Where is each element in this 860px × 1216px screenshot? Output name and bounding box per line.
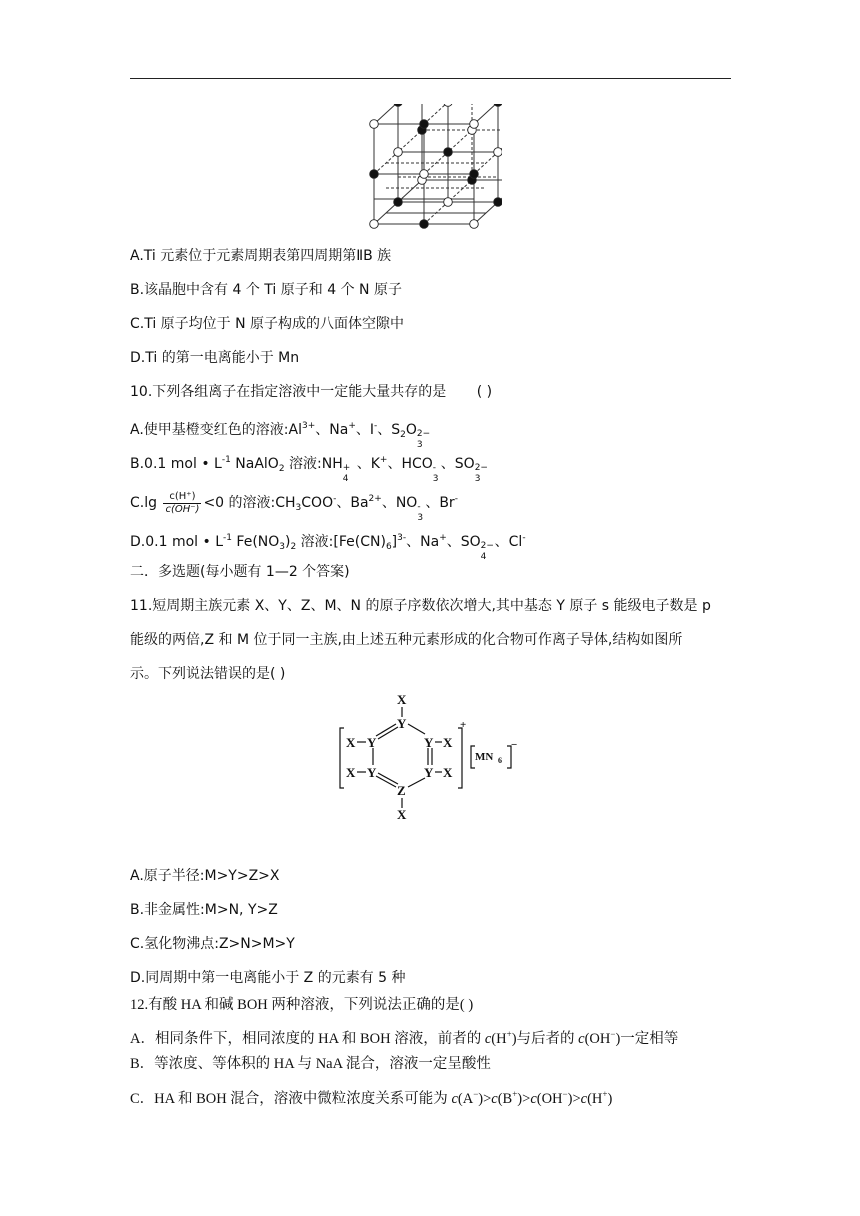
atom-filled	[494, 104, 502, 106]
q12c-b: (B	[497, 1091, 513, 1107]
q10c-coo: COO	[301, 495, 334, 511]
q10d-label: D.0.1 mol • L	[130, 534, 223, 550]
q11-line2: 能级的两倍,Z 和 M 位于同一主族,由上述五种元素形成的化合物可作离子导体,结构如图所	[130, 632, 683, 648]
header-rule	[130, 78, 731, 79]
q10c-label: C.lg	[130, 495, 162, 511]
atom-filled	[444, 148, 453, 157]
q10b-label: B.0.1 mol • L	[130, 456, 222, 472]
q10c-ch3-sub: 3	[295, 503, 302, 513]
q10d-ion2: 、Na	[406, 534, 440, 550]
q10d-ion3-sub: 4	[480, 552, 487, 562]
struct-anion-sub: 6	[498, 756, 502, 765]
q12c-text1: C．HA 和 BOH 混合，溶液中微粒浓度关系可能为	[130, 1091, 452, 1107]
q10-stem	[130, 382, 492, 402]
struct-anion: MN	[475, 751, 494, 763]
q11-line3: 示。下列说法错误的是( )	[130, 666, 286, 682]
struct-top-y: Y	[397, 716, 407, 731]
q12a-oh-charge: −	[610, 1029, 616, 1039]
q10-stem-text: 10.下列各组离子在指定溶液中一定能大量共存的是	[130, 384, 447, 400]
struct-bottom-x: X	[397, 807, 407, 822]
atom-filled	[370, 170, 379, 179]
q11-option-a: A.原子半径:M>Y>Z>X	[130, 868, 280, 884]
q12c-c1: c	[451, 1091, 458, 1107]
q11-option-d: D.同周期中第一电离能小于 Z 的元素有 5 种	[130, 970, 406, 986]
q12c-a: (A	[457, 1091, 474, 1107]
struct-left-x1: X	[346, 735, 356, 750]
q10b-ion4-sub: 3	[474, 474, 481, 484]
q10a-ion1-charge: 3+	[301, 421, 316, 431]
q10a-ion4-charge: 2−	[416, 429, 431, 439]
q12c-c4: c	[580, 1091, 588, 1107]
atom-filled	[394, 104, 403, 106]
q10-option-a	[130, 416, 431, 450]
atom-open	[444, 198, 453, 207]
q10-option-b	[130, 450, 489, 484]
q10-answer-paren: ( )	[476, 384, 493, 400]
q10d-text: 溶液:[Fe(CN)	[296, 534, 386, 550]
atom-open	[444, 104, 453, 106]
atom-filled	[420, 220, 429, 229]
q10a-ion3: 、I	[355, 422, 374, 438]
atom-open	[494, 148, 502, 157]
q10a-ion4-s: 、S	[377, 422, 401, 438]
atom-open	[394, 148, 403, 157]
q10b-compound: NaAlO	[230, 456, 279, 472]
q12c-c3: c	[530, 1091, 537, 1107]
q10c-ion2: 、Ba	[336, 495, 369, 511]
q12c-gt2: )>	[517, 1091, 531, 1107]
q10b-ion3: 、HCO	[387, 456, 433, 472]
q12a-text2: )与后者的	[511, 1031, 579, 1047]
q10a-ion4-sub1: 2	[400, 430, 406, 440]
struct-cation-charge: +	[460, 719, 467, 731]
struct-right-x1: X	[443, 735, 453, 750]
q10b-ion4-charge: 2−	[474, 463, 488, 473]
atom-open	[370, 120, 379, 129]
q10b-ion2-charge: +	[379, 455, 388, 465]
q10a-ion2: 、Na	[315, 422, 349, 438]
q10a-ion1: Al	[288, 422, 302, 438]
struct-right-x2: X	[443, 765, 453, 780]
q10c-ion4-charge: -	[454, 494, 458, 504]
q10c-ion3-charge: -	[417, 502, 421, 512]
q10c-fraction	[163, 491, 201, 516]
q10a-ion3-charge: -	[374, 421, 378, 431]
q9-option-a: A.Ti 元素位于元素周期表第四周期第ⅡB 族	[130, 248, 392, 264]
q10c-acetate-charge: -	[333, 494, 337, 504]
q12-option-a	[130, 1024, 678, 1049]
q10b-text: 溶液:	[284, 456, 322, 472]
q12c-b-charge: +	[512, 1089, 518, 1099]
q10b-ion3-sub: 3	[432, 474, 439, 484]
q10b-unit-exp: -1	[221, 455, 231, 465]
struct-bottom-z: Z	[397, 783, 406, 798]
q12a-h: (H	[491, 1031, 507, 1047]
q10d-unit-exp: -1	[223, 533, 232, 543]
q11-option-b: B.非金属性:M>N, Y>Z	[130, 902, 278, 918]
q10d-bracket: ]	[391, 534, 398, 550]
q12-option-c	[130, 1084, 612, 1109]
struct-left-y2: Y	[367, 765, 377, 780]
q12-option-b: B．等浓度、等体积的 HA 与 NaA 混合，溶液一定呈酸性	[130, 1056, 491, 1072]
q12c-h-charge: +	[602, 1089, 608, 1099]
q10b-ion1-sub: 4	[342, 474, 349, 484]
q10c-text: <0 的溶液:CH	[203, 495, 296, 511]
q10d-compound-close: )	[285, 534, 291, 550]
q12a-c2: c	[578, 1031, 585, 1047]
q12a-text1: A．相同条件下，相同浓度的 HA 和 BOH 溶液，前者的	[130, 1031, 485, 1047]
atom-open	[470, 120, 479, 129]
q10d-ion4: 、Cl	[494, 534, 523, 550]
q10d-ion3: 、SO	[446, 534, 481, 550]
atom-filled	[420, 120, 429, 129]
q12c-oh: (OH	[536, 1091, 563, 1107]
atom-filled	[494, 198, 502, 207]
q10b-ion1-charge: +	[342, 463, 351, 473]
q10-option-d	[130, 528, 526, 562]
q10d-cn-sub: 6	[385, 542, 392, 552]
q10c-ion4: 、Br	[425, 495, 455, 511]
q10-option-c	[130, 484, 458, 523]
struct-left-y1: Y	[367, 735, 377, 750]
q10c-ion3-sub: 3	[417, 513, 424, 523]
q10c-fraction-numerator: c(H⁺)	[163, 491, 201, 504]
q11-line1: 11.短周期主族元素 X、Y、Z、M、N 的原子序数依次增大,其中基态 Y 原子 s 能级电子数是 p	[130, 598, 711, 614]
q10d-ion2-charge: +	[439, 533, 447, 543]
q9-option-b: B.该晶胞中含有 4 个 Ti 原子和 4 个 N 原子	[130, 282, 402, 298]
q12a-text3: )一定相等	[615, 1031, 679, 1047]
q12c-gt3: )>	[567, 1091, 581, 1107]
q10c-fraction-denominator: c(OH⁻)	[165, 503, 200, 515]
struct-anion-charge: −	[511, 739, 518, 751]
q10a-ion2-charge: +	[348, 421, 356, 431]
q12a-h-charge: +	[506, 1029, 512, 1039]
q10d-compound-sub: 3	[279, 542, 286, 552]
q10a-ion4-o: O	[405, 422, 417, 438]
section-2-heading: 二．多选题(每小题有 1—2 个答案)	[130, 564, 350, 580]
ionic-structure-figure	[330, 688, 530, 828]
q10a-ion4-sub: 3	[416, 440, 423, 450]
q10b-ion1: NH	[321, 456, 343, 472]
atom-filled	[470, 170, 479, 179]
struct-left-x2: X	[346, 765, 356, 780]
struct-right-y2: Y	[424, 765, 434, 780]
q10d-compound-sub2: 2	[290, 542, 297, 552]
struct-right-y1: Y	[424, 735, 434, 750]
q10b-ion4: 、SO	[440, 456, 475, 472]
q12c-close: )	[607, 1091, 613, 1107]
q12-stem: 12.有酸 HA 和碱 BOH 两种溶液，下列说法正确的是( )	[130, 997, 474, 1013]
q10b-ion2: 、K	[356, 456, 380, 472]
q12c-gt1: )>	[478, 1091, 492, 1107]
q12a-c1: c	[484, 1031, 492, 1047]
q12a-oh: (OH	[584, 1031, 611, 1047]
q9-option-d: D.Ti 的第一电离能小于 Mn	[130, 350, 300, 366]
struct-top-x: X	[397, 692, 407, 707]
q10d-compound: Fe(NO	[231, 534, 280, 550]
q12c-h: (H	[587, 1091, 603, 1107]
crystal-cell-figure	[362, 104, 502, 234]
q12c-oh-charge: −	[562, 1089, 568, 1099]
atom-open	[470, 220, 479, 229]
q10b-ion3-charge: -	[432, 463, 437, 473]
q10d-ion3-charge: 2−	[480, 541, 494, 551]
q12c-c2: c	[491, 1091, 498, 1107]
q10c-ion2-charge: 2+	[368, 494, 382, 504]
atom-open	[370, 220, 379, 229]
atom-open	[420, 170, 429, 179]
q9-option-c: C.Ti 原子均位于 N 原子构成的八面体空隙中	[130, 316, 405, 332]
q10d-ion4-charge: -	[522, 533, 526, 543]
q11-option-c: C.氢化物沸点:Z>N>M>Y	[130, 936, 295, 952]
q10d-complex-charge: 3-	[397, 533, 407, 543]
atom-filled	[394, 198, 403, 207]
q10c-ion3: 、NO	[381, 495, 418, 511]
q10a-label: A.使甲基橙变红色的溶液:	[130, 422, 289, 438]
q12c-a-charge: −	[473, 1089, 479, 1099]
q10b-compound-sub: 2	[278, 464, 285, 474]
